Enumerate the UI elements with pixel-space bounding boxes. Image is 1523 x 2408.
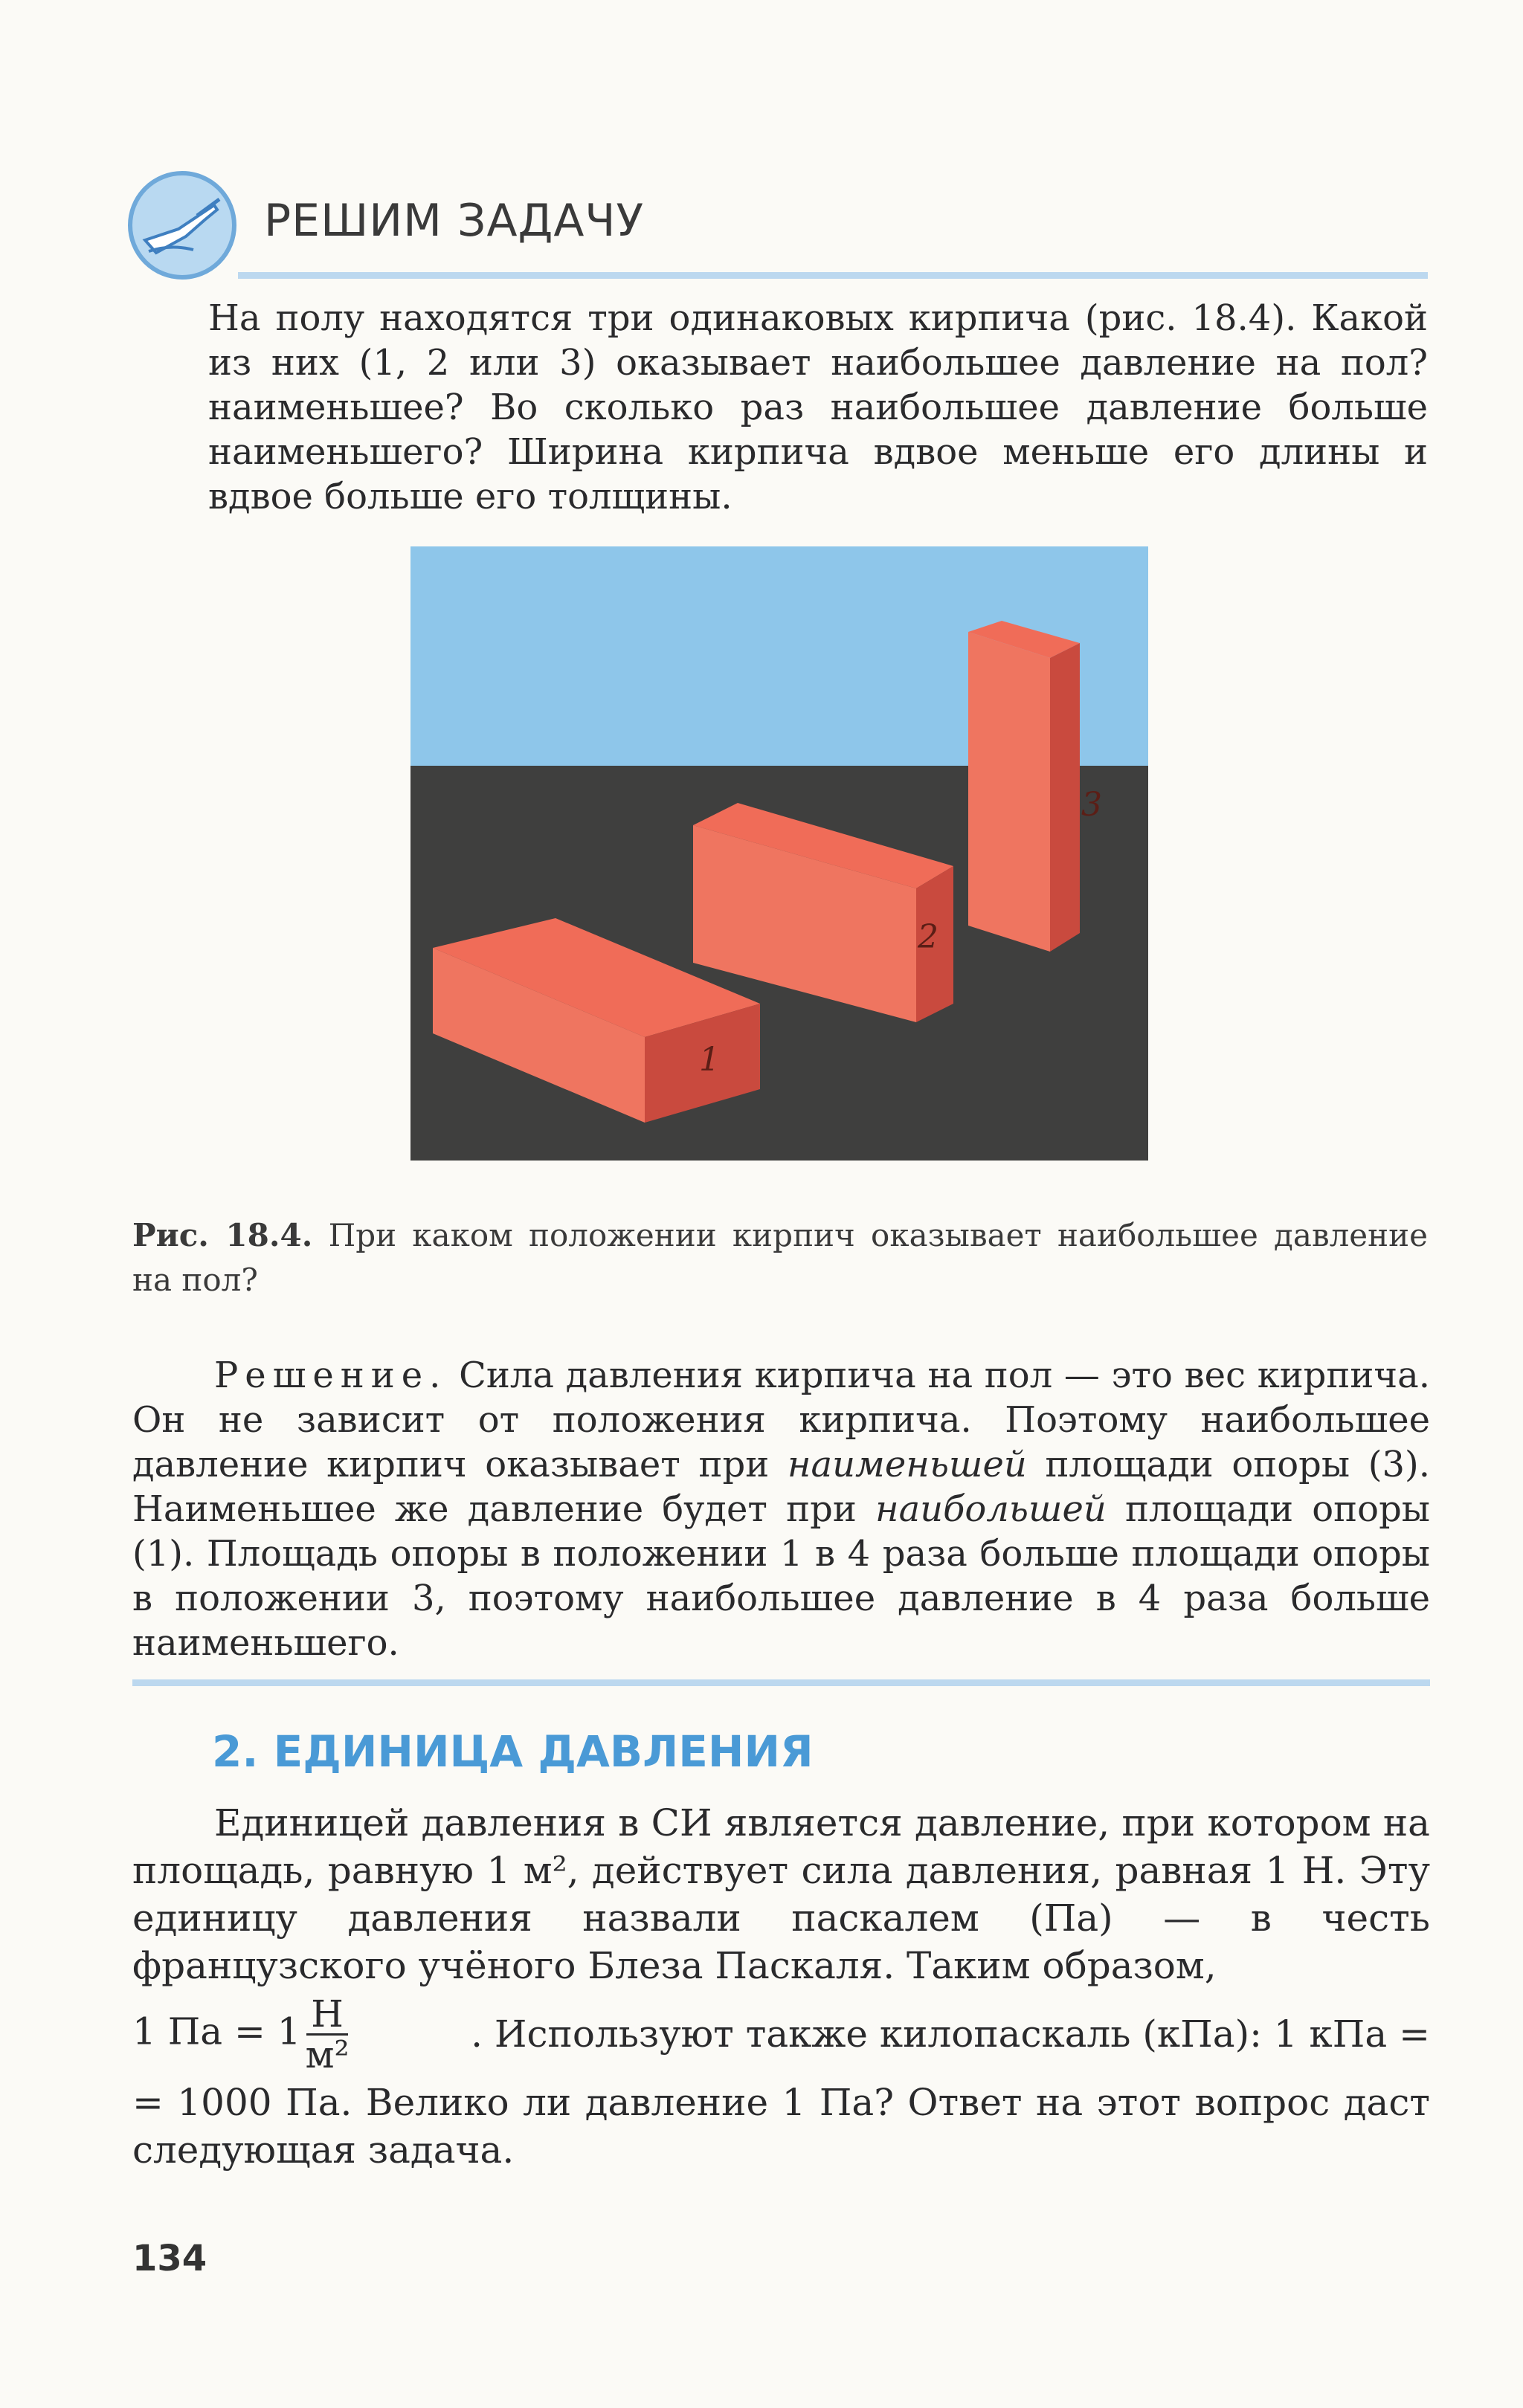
- fraction-denominator: м²: [305, 2033, 350, 2076]
- solution-part-1: Сила давления кирпича на пол — это вес кирпича. Он не зависит от положения кирпича. Поэтому наибольшее давление кирпич оказывает при: [132, 1355, 1430, 1485]
- solution-part-2: площади опоры (3). Наименьшее же давление будет при: [132, 1444, 1430, 1530]
- header-divider: [238, 272, 1428, 279]
- caption-label: Рис. 18.4.: [132, 1217, 313, 1253]
- page-number: 134: [132, 2238, 207, 2279]
- solution-emphasis-2: наибольшей: [875, 1488, 1107, 1530]
- pressure-unit-text: [132, 1799, 1430, 2174]
- solution-part-3: площади опоры (1). Площадь опоры в положении 1 в 4 раза больше площади опоры в положении 3, поэтому наибольшее давление в 4 раза больше наименьшего.: [132, 1488, 1430, 1664]
- caption-text: При каком положении кирпич оказывает наибольшее давление на пол?: [132, 1217, 1428, 1298]
- unit-paragraph-2: = 1000 Па. Велико ли давление 1 Па? Ответ на этот вопрос даст следующая задача.: [132, 2081, 1430, 2172]
- problem-text: [208, 296, 1428, 519]
- solution-emphasis-1: наименьшей: [787, 1444, 1027, 1485]
- formula-expression: [132, 1992, 354, 2076]
- solution-text: [132, 1353, 1430, 1665]
- solution-paragraph: [132, 1353, 1430, 1665]
- figure-caption: [132, 1213, 1428, 1303]
- fraction-n-per-m2: [305, 1992, 350, 2076]
- section-header-title: РЕШИМ ЗАДАЧУ: [264, 195, 645, 247]
- brick-3-label: 3: [1081, 786, 1102, 824]
- formula-line: [132, 1989, 1430, 2079]
- section-divider: [132, 1679, 1430, 1686]
- formula-lhs: 1 Па = 1: [132, 2010, 301, 2053]
- fraction-numerator: Н: [306, 1995, 348, 2036]
- brick-1-label: 1: [699, 1041, 720, 1079]
- brick-2-label: 2: [918, 918, 938, 956]
- hand-writing-icon: [126, 170, 238, 281]
- solution-lead: Решение.: [214, 1355, 448, 1396]
- section-title: 2. ЕДИНИЦА ДАВЛЕНИЯ: [212, 1726, 814, 1777]
- bricks-figure: [410, 546, 1148, 1161]
- problem-paragraph: На полу находятся три одинаковых кирпича (рис. 18.4). Какой из них (1, 2 или 3) оказывает наибольшее давление на пол? наименьшее? Во сколько раз наибольшее давление больше наименьшего? Ширина кирпича вдвое меньше его длины и вдвое больше его толщины.: [208, 297, 1428, 517]
- formula-rest: . Используют также килопаскаль (кПа): 1 кПа =: [471, 2012, 1430, 2056]
- unit-paragraph-1: Единицей давления в СИ является давление, при котором на площадь, равную 1 м², действует сила давления, равная 1 Н. Эту единицу давления назвали паскалем (Па) — в честь французского учёного Блеза Паскаля. Таким образом,: [132, 1801, 1430, 1987]
